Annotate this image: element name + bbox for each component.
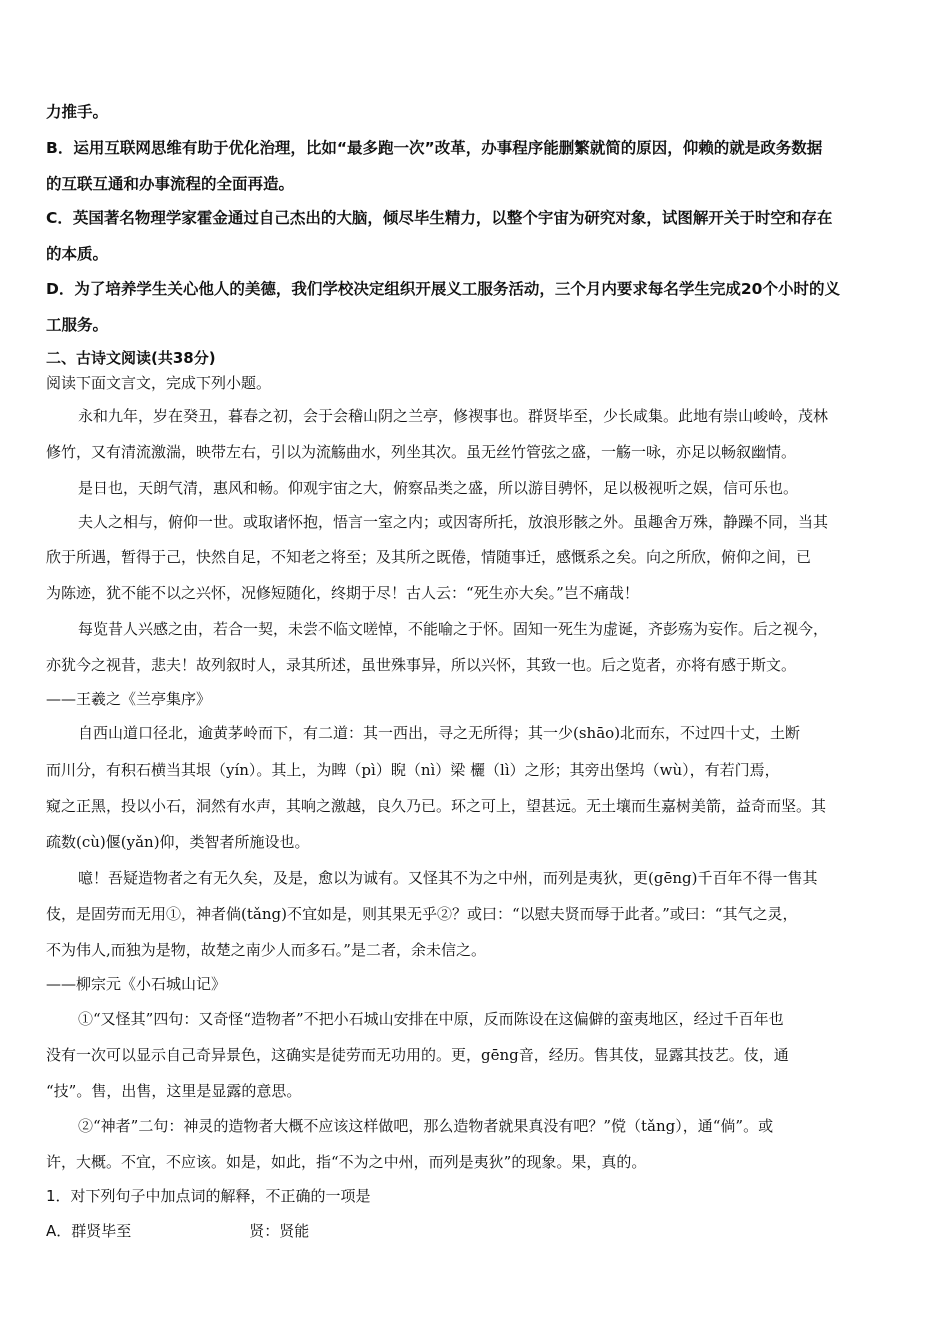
text1-line: 欣于所遇，暂得于己，快然自足，不知老之将至；及其所之既倦，情随事迁，感慨系之矣。向之所欣，俯仰之间，已 <box>46 548 812 566</box>
option-d-line-2: 工服务。 <box>46 316 109 334</box>
text2-line: 噫！吾疑造物者之有无久矣，及是，愈以为诚有。又怪其不为之中州，而列是夷狄，更(gēng)千百年不得一售其 <box>78 869 818 887</box>
text2-line: 自西山道口径北，逾黄茅岭而下，有二道：其一西出，寻之无所得；其一少(shāo)北而东，不过四十丈，土断 <box>78 724 801 742</box>
note-line: 没有一次可以显示自己奇异景色，这确实是徒劳而无功用的。更，gēng音，经历。售其伎，显露其技艺。伎，通 <box>46 1046 789 1064</box>
text2-source: ——柳宗元《小石城山记》 <box>46 975 227 993</box>
text1-source: ——王羲之《兰亭集序》 <box>46 690 212 708</box>
text2-line: 而川分，有积石横当其垠（yín）。其上，为睥（pì）睨（nì）梁 欐（lì）之形；其旁出堡坞（wù），有若门焉， <box>46 761 780 779</box>
text1-line: 是日也，天朗气清，惠风和畅。仰观宇宙之大，俯察品类之盛，所以游目骋怀，足以极视听之娱，信可乐也。 <box>78 479 799 497</box>
text1-line: 每览昔人兴感之由，若合一契，未尝不临文嗟悼，不能喻之于怀。固知一死生为虚诞，齐彭殇为妄作。后之视今， <box>78 620 829 638</box>
option-c-line-1: C．英国著名物理学家霍金通过自己杰出的大脑，倾尽毕生精力，以整个宇宙为研究对象，试图解开关于时空和存在 <box>46 209 833 227</box>
question-1-stem: 1．对下列句子中加点词的解释，不正确的一项是 <box>46 1187 371 1205</box>
text1-line: 永和九年，岁在癸丑，暮春之初，会于会稽山阴之兰亭，修禊事也。群贤毕至，少长咸集。此地有崇山峻岭，茂林 <box>78 407 829 425</box>
option-a-label: A．群贤毕至 <box>46 1222 132 1240</box>
text1-line: 为陈迹，犹不能不以之兴怀，况修短随化，终期于尽！古人云：“死生亦大矣。”岂不痛哉！ <box>46 584 639 602</box>
option-d-line-1: D．为了培养学生关心他人的美德，我们学校决定组织开展义工服务活动，三个月内要求每名学生完成20个小时的义 <box>46 280 840 298</box>
text1-line: 修竹，又有清流激湍，映带左右，引以为流觞曲水，列坐其次。虽无丝竹管弦之盛，一觞一咏，亦足以畅叙幽情。 <box>46 443 797 461</box>
text1-line: 夫人之相与，俯仰一世。或取诸怀抱，悟言一室之内；或因寄所托，放浪形骸之外。虽趣舍万殊，静躁不同，当其 <box>78 513 829 531</box>
option-b-line-1: B．运用互联网思维有助于优化治理，比如“最多跑一次”改革，办事程序能删繁就简的原因，仰赖的就是政务数据 <box>46 139 823 157</box>
text2-line: 疏数(cù)偃(yǎn)仰，类智者所施设也。 <box>46 833 310 851</box>
text2-line: 伎，是固劳而无用①，神者倘(tǎng)不宜如是，则其果无乎②？或曰：“以慰夫贤而辱于此者。”或曰：“其气之灵， <box>46 905 798 923</box>
option-a-gloss: 贤：贤能 <box>249 1222 310 1240</box>
section-title: 二、古诗文阅读(共38分) <box>46 349 216 367</box>
text1-line: 亦犹今之视昔，悲夫！故列叙时人，录其所述，虽世殊事异，所以兴怀，其致一也。后之览者，亦将有感于斯文。 <box>46 656 797 674</box>
note-line: ②“神者”二句：神灵的造物者大概不应该这样做吧，那么造物者就果真没有吧？”傥（tǎng），通“倘”。或 <box>78 1117 774 1135</box>
note-line: 许，大概。不宜，不应该。如是，如此，指“不为之中州，而列是夷狄”的现象。果，真的。 <box>46 1153 647 1171</box>
option-b-line-2: 的互联互通和办事流程的全面再造。 <box>46 175 295 193</box>
option-c-line-2: 的本质。 <box>46 245 109 263</box>
section-instruction: 阅读下面文言文，完成下列小题。 <box>46 374 272 392</box>
note-line: ①“又怪其”四句：又奇怪“造物者”不把小石城山安排在中原，反而陈设在这偏僻的蛮夷地区，经过千百年也 <box>78 1010 784 1028</box>
question-1-option-a[interactable] <box>46 1220 916 1241</box>
text2-line: 窥之正黑，投以小石，洞然有水声，其响之激越，良久乃已。环之可上，望甚远。无土壤而生嘉树美箭，益奇而坚。其 <box>46 797 827 815</box>
option-c-tail: 力推手。 <box>46 103 109 121</box>
note-line: “技”。售，出售，这里是显露的意思。 <box>46 1082 302 1100</box>
text2-line: 不为伟人,而独为是物，故楚之南少人而多石。”是二者，余未信之。 <box>46 941 486 959</box>
